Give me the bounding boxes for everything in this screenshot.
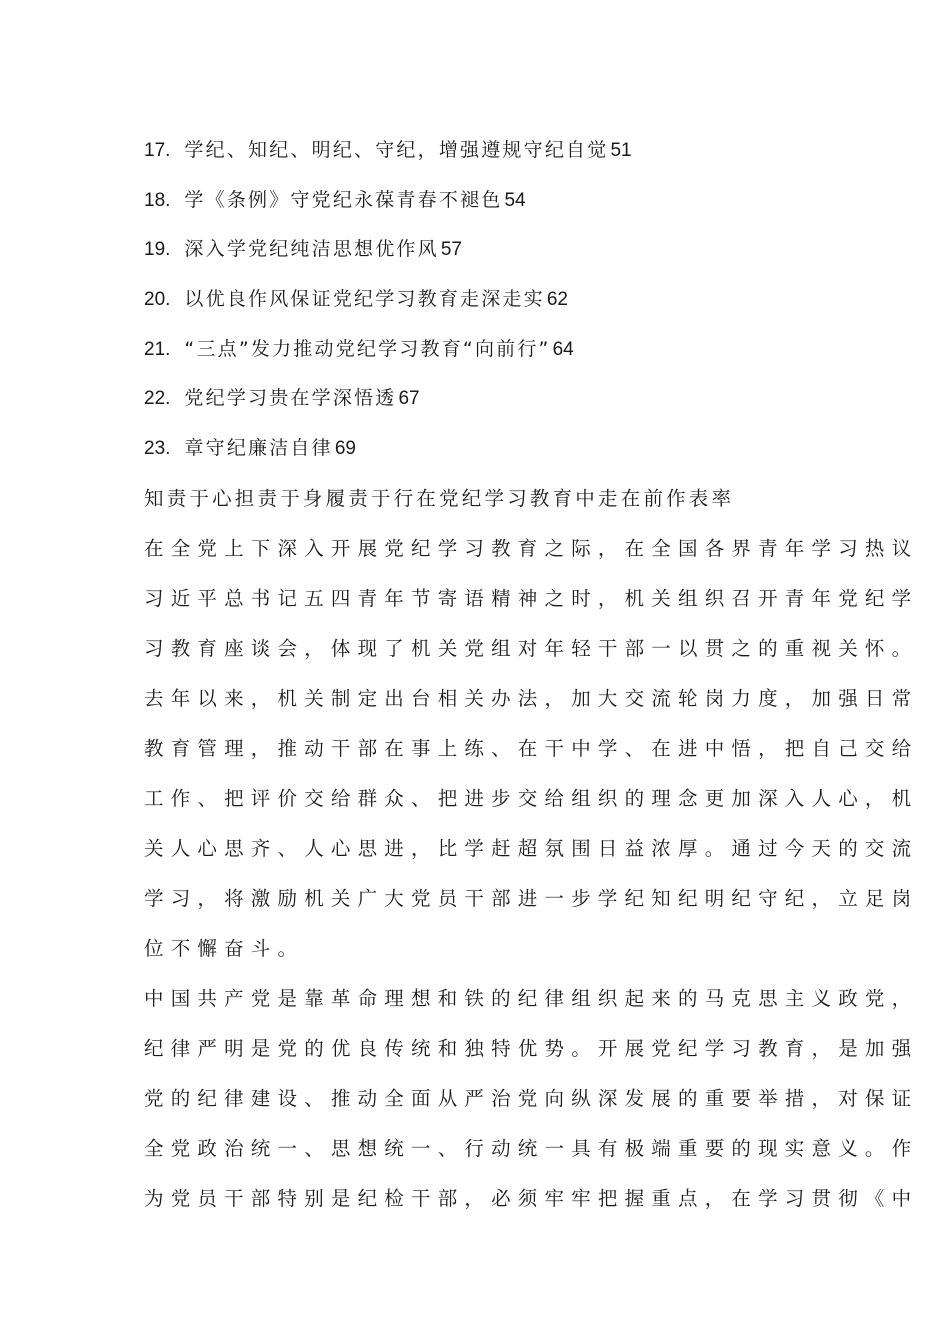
- toc-entry-title: 深入学党纪纯洁思想优作风: [184, 238, 439, 260]
- toc-entry[interactable]: [144, 234, 462, 264]
- toc-entry-title: 章守纪廉洁自律: [184, 437, 333, 459]
- toc-entry[interactable]: [144, 185, 526, 215]
- toc-entry[interactable]: [144, 135, 632, 165]
- toc-entry-number: 19.: [144, 239, 171, 260]
- toc-entry-title: 学纪、知纪、明纪、守纪，增强遵规守纪自觉: [184, 139, 609, 161]
- toc-entry-number: 17.: [144, 140, 171, 161]
- paragraph-line: 全党政治统一、思想统一、行动统一具有极端重要的现实意义。作: [144, 1137, 919, 1160]
- paragraph-line: 工作、把评价交给群众、把进步交给组织的理念更加深入人心，机: [144, 787, 919, 810]
- paragraph-line: 中国共产党是靠革命理想和铁的纪律组织起来的马克思主义政党，: [144, 987, 919, 1010]
- paragraph-line: 习近平总书记五四青年节寄语精神之时，机关组织召开青年党纪学: [144, 587, 919, 610]
- toc-entry-number: 23.: [144, 438, 171, 459]
- toc-entry-title: 党纪学习贵在学深悟透: [184, 387, 397, 409]
- toc-entry-page: 69: [334, 438, 356, 459]
- toc-entry-page: 62: [546, 289, 568, 310]
- toc-entry-page: 54: [504, 190, 526, 211]
- article-title: 知责于心担责于身履责于行在党纪学习教育中走在前作表率: [144, 487, 735, 510]
- toc-entry-number: 21.: [144, 339, 171, 360]
- paragraph-line: 纪律严明是党的优良传统和独特优势。开展党纪学习教育，是加强: [144, 1037, 919, 1060]
- toc-entry-number: 22.: [144, 388, 171, 409]
- paragraph-line: 为党员干部特别是纪检干部，必须牢牢把握重点，在学习贯彻《中: [144, 1187, 919, 1210]
- toc-entry-title: 以优良作风保证党纪学习教育走深走实: [184, 288, 545, 310]
- toc-entry-page: 64: [552, 339, 574, 360]
- paragraph-line: 去年以来，机关制定出台相关办法，加大交流轮岗力度，加强日常: [144, 687, 919, 710]
- toc-entry[interactable]: [144, 433, 356, 463]
- toc-entry-title: 学《条例》守党纪永葆青春不褪色: [184, 189, 503, 211]
- paragraph-line: 学习，将激励机关广大党员干部进一步学纪知纪明纪守纪，立足岗: [144, 887, 919, 910]
- toc-entry-page: 57: [440, 239, 462, 260]
- toc-entry[interactable]: [144, 334, 574, 364]
- toc-entry-page: 67: [398, 388, 420, 409]
- paragraph-line: 关人心思齐、人心思进，比学赶超氛围日益浓厚。通过今天的交流: [144, 837, 919, 860]
- toc-entry[interactable]: [144, 383, 420, 413]
- paragraph-line: 位不懈奋斗。: [144, 937, 305, 960]
- paragraph-line: 习教育座谈会，体现了机关党组对年轻干部一以贯之的重视关怀。: [144, 637, 919, 660]
- paragraph-line: 教育管理，推动干部在事上练、在干中学、在进中悟，把自己交给: [144, 737, 919, 760]
- toc-entry[interactable]: [144, 284, 568, 314]
- toc-entry-page: 51: [610, 140, 632, 161]
- paragraph-line: 党的纪律建设、推动全面从严治党向纵深发展的重要举措，对保证: [144, 1087, 919, 1110]
- paragraph-line: 在全党上下深入开展党纪学习教育之际，在全国各界青年学习热议: [144, 537, 919, 560]
- toc-entry-number: 18.: [144, 190, 171, 211]
- toc-entry-number: 20.: [144, 289, 171, 310]
- toc-entry-title: “三点”发力推动党纪学习教育“向前行”: [184, 338, 551, 360]
